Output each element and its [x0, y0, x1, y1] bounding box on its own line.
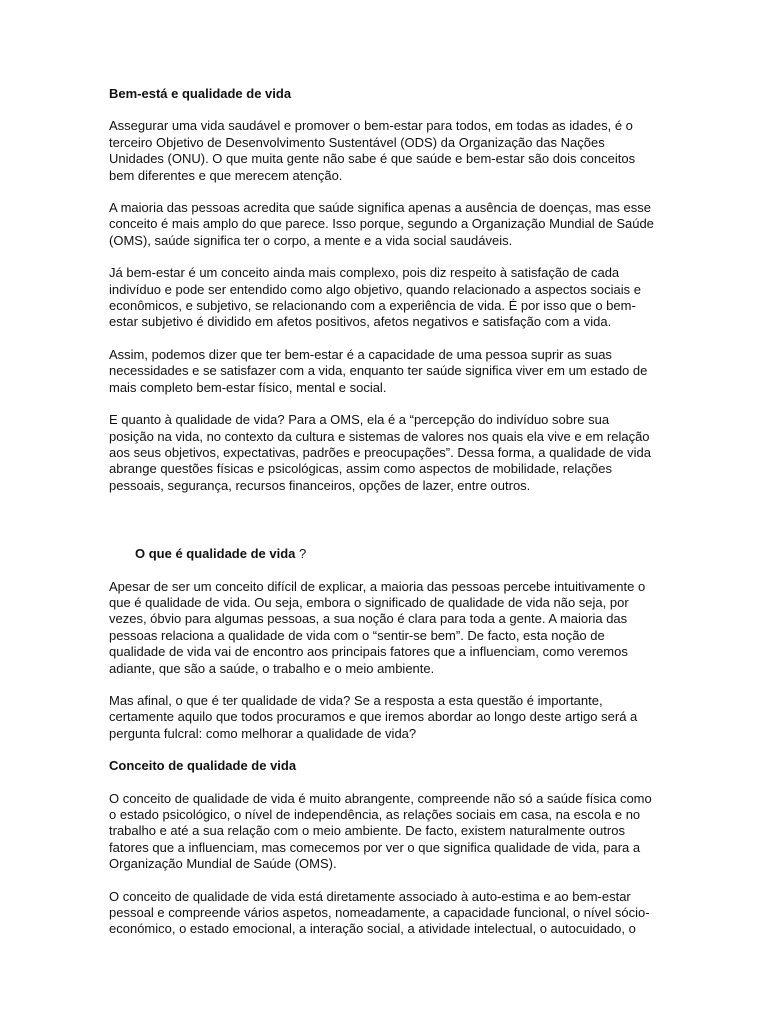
section-heading-suffix: ? [295, 546, 307, 562]
document-page [109, 86, 657, 954]
section-heading-text: O que é qualidade de vida [135, 546, 296, 562]
paragraph: O conceito de qualidade de vida está diretamente associado à auto-estima e ao bem-estar pessoal e compreende vários aspetos, nomeadamente, a capacidade funcional, o nível sócio-económico, o estado emocional, a interação social, a atividade intelectual, o autocuidado, o [109, 888, 650, 937]
section-heading: Conceito de qualidade de vida [109, 758, 297, 774]
paragraph: A maioria das pessoas acredita que saúde significa apenas a ausência de doenças, mas esse conceito é mais amplo do que parece. Isso porque, segundo a Organização Mundial de Saúde (OMS), saúde significa ter o corpo, a mente e a vida social saudáveis. [109, 200, 654, 248]
paragraph: Assim, podemos dizer que ter bem-estar é a capacidade de uma pessoa suprir as suas necessidades e se satisfazer com a vida, enquanto ter saúde significa viver em um estado de mais completo bem-estar físico, mental e social. [109, 346, 648, 395]
paragraph: O conceito de qualidade de vida é muito abrangente, compreende não só a saúde física como o estado psicológico, o nível de independência, as relações sociais em casa, na escola e no trabalho e até a sua relação com o meio ambiente. De facto, existem naturalmente outros fatores que a influenciam, mas comecemos por ver o que significa qualidade de vida, para a Organização Mundial de Saúde (OMS). [109, 790, 652, 872]
paragraph: Apesar de ser um conceito difícil de explicar, a maioria das pessoas percebe intuitivamente o que é qualidade de vida. Ou seja, embora o significado de qualidade de vida não seja, por vezes, óbvio para algumas pessoas, a sua noção é clara para toda a gente. A maioria das pessoas relaciona a qualidade de vida com o “sentir-se bem”. De facto, esta noção de qualidade de vida vai de encontro aos principais fatores que a influenciam, como veremos adiante, que são a saúde, o trabalho e o meio ambiente. [109, 578, 646, 676]
document-title: Bem-está e qualidade de vida [109, 86, 292, 101]
paragraph: Assegurar uma vida saudável e promover o bem-estar para todos, em todas as idades, é o terceiro Objetivo de Desenvolvimento Sustentável (ODS) da Organização das Nações Unidades (ONU). O que muita gente não sabe é que saúde e bem-estar são dois conceitos bem diferentes e que merecem atenção. [109, 118, 636, 183]
paragraph: Já bem-estar é um conceito ainda mais complexo, pois diz respeito à satisfação de cada indivíduo e pode ser entendido como algo objetivo, quando relacionado a aspectos sociais e econômicos, e subjetivo, se relacionando com a experiência de vida. É por isso que o bem-estar subjetivo é dividido em afetos positivos, afetos negativos e satisfação com a vida. [109, 265, 641, 330]
section-spacer [109, 510, 657, 520]
paragraph: E quanto à qualidade de vida? Para a OMS, ela é a “percepção do indivíduo sobre sua posição na vida, no contexto da cultura e sistemas de valores nos quais ela vive e em relação aos seus objetivos, expectativas, padrões e preocupações”. Dessa forma, a qualidade de vida abrange questões físicas e psicológicas, assim como aspectos de mobilidade, relações pessoais, segurança, recursos financeiros, opções de lazer, entre outros. [109, 412, 651, 493]
section-heading [135, 546, 657, 562]
paragraph: Mas afinal, o que é ter qualidade de vida? Se a resposta a esta questão é importante, certamente aquilo que todos procuramos e que iremos abordar ao longo deste artigo será a pergunta fulcral: como melhorar a qualidade de vida? [109, 692, 638, 741]
